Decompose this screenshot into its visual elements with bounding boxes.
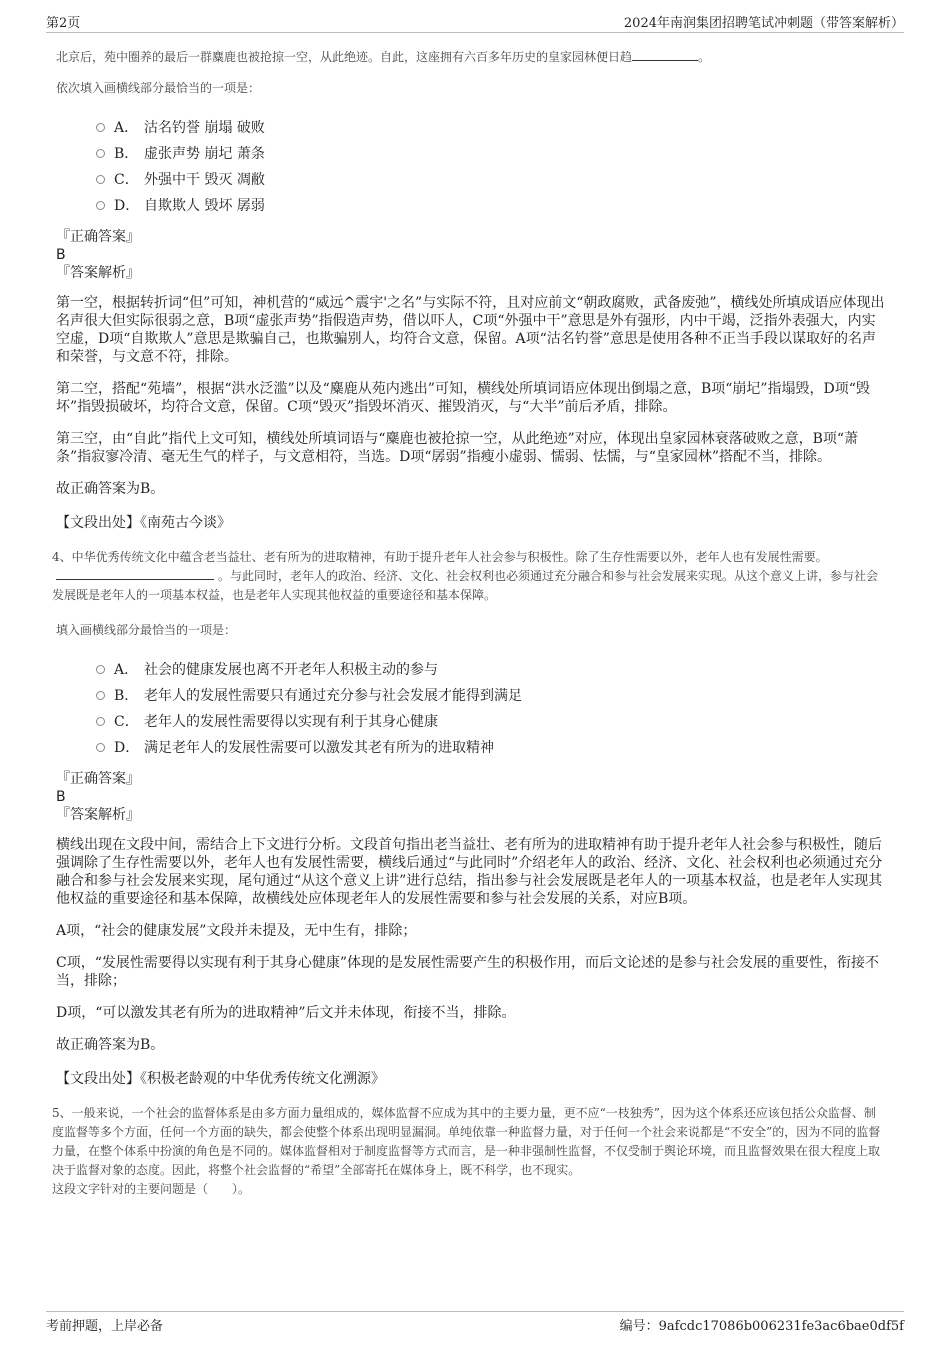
question-4-prompt: 填入画横线部分最恰当的一项是： — [56, 623, 237, 637]
question-3-options — [96, 114, 886, 218]
option-c[interactable]: C． 老年人的发展性需要得以实现有利于其身心健康 — [96, 708, 886, 734]
correct-answer: B — [56, 789, 66, 805]
question-4-options — [96, 656, 886, 760]
option-b[interactable]: B． 虚张声势 崩圮 萧条 — [96, 140, 886, 166]
analysis-paragraph: A项，“社会的健康发展”文段并未提及，无中生有，排除； — [56, 923, 417, 939]
document-id: 编号：9afcdc17086b006231fe3ac6bae0df5f — [619, 1319, 904, 1334]
analysis-paragraph: 第一空，根据转折词“但”可知，神机营的“威远^震宇'之名”与实际不符，且对应前文“朝政腐败，武备废弛”，横线处所填成语应体现出名声很大但实际很弱之意，B项“虚张声势”指假造声势，借以吓人，C项“外强中干”意思是外有强形，内中干竭，泛指外表强大，内实空虚，D项“自欺欺人”意思是欺骗自己，也欺骗别人，均符合文意，保留。A项“沽名钓誉”意思是使用各种不正当手段以谋取好的名声和荣誉，与文意不符，排除。 — [56, 295, 885, 365]
radio-icon[interactable] — [96, 665, 105, 674]
option-d[interactable]: D． 满足老年人的发展性需要可以激发其老有所为的进取精神 — [96, 734, 886, 760]
analysis-paragraph: 第三空，由“自此”指代上文可知，横线处所填词语与“麋鹿也被抢掠一空，从此绝迹”对应，体现出皇家园林衰落破败之意，B项“萧条”指寂寥冷清、毫无生气的样子，与文意相符，当选。D项“孱弱”指瘦小虚弱、懦弱、怯懦，与“皇家园林”搭配不当，排除。 — [56, 431, 859, 465]
question-5-prompt: 这段文字针对的主要问题是（ ）。 — [52, 1182, 251, 1196]
page-footer — [46, 1311, 904, 1338]
page-header — [46, 10, 904, 33]
page-number: 第2页 — [46, 16, 81, 31]
analysis-paragraph: 第二空，搭配“苑墙”，根据“洪水泛滥”以及“麋鹿从苑内逃出”可知，横线处所填词语应体现出倒塌之意，B项“崩圮”指塌毁，D项“毁坏”指毁损破坏，均符合文意，保留。C项“毁灭”指毁坏消灭、摧毁消灭，与“大半”前后矛盾，排除。 — [56, 381, 870, 415]
question-3-stem-tail: 北京后，苑中圈养的最后一群麋鹿也被抢掠一空，从此绝迹。自此，这座拥有六百多年历史的皇家园林便日趋 。 — [56, 50, 711, 64]
question-4-stem: 4、中华优秀传统文化中蕴含老当益壮、老有所为的进取精神，有助于提升老年人社会参与积极性。除了生存性需要以外，老年人也有发展性需要。。与此同时，老年人的政治、经济、文化、社会权利也必须通过充分融合和参与社会发展来实现。从这个意义上讲，参与社会发展既是老年人的一项基本权益，也是老年人实现其他权益的重要途径和基本保障。 — [52, 550, 879, 602]
radio-icon[interactable] — [96, 175, 105, 184]
question-5-stem: 5、一般来说，一个社会的监督体系是由多方面力量组成的，媒体监督不应成为其中的主要力量，更不应“一枝独秀”，因为这个体系还应该包括公众监督、制度监督等多个方面，任何一个方面的缺失，都会使整个体系出现明显漏洞。单纯依靠一种监督力量，对于任何一个社会来说都是“不安全”的，因为不同的监督力量，在整个体系中扮演的角色是不同的。媒体监督相对于制度监督等方式而言，是一种非强制性监督，不仅受制于舆论环境，而且监督效果在很大程度上取决于监督对象的态度。因此，将整个社会监督的“希望”全部寄托在媒体身上，既不科学，也不现实。 — [52, 1106, 881, 1177]
option-a[interactable]: A． 沽名钓誉 崩塌 破败 — [96, 114, 886, 140]
document-body — [52, 48, 886, 1199]
correct-answer-label: 『正确答案』 — [56, 771, 140, 787]
footer-slogan: 考前押题，上岸必备 — [46, 1319, 164, 1334]
analysis-conclusion: 故正确答案为B。 — [56, 481, 165, 497]
analysis-paragraph: C项，“发展性需要得以实现有利于其身心健康”体现的是发展性需要产生的积极作用，而后文论述的是参与社会发展的重要性，衔接不当，排除； — [56, 955, 880, 989]
correct-answer: B — [56, 247, 66, 263]
analysis-conclusion: 故正确答案为B。 — [56, 1037, 165, 1053]
fill-blank — [632, 48, 698, 61]
radio-icon[interactable] — [96, 149, 105, 158]
analysis-paragraph: 横线出现在文段中间，需结合上下文进行分析。文段首句指出老当益壮、老有所为的进取精神有助于提升老年人社会参与积极性，随后强调除了生存性需要以外，老年人也有发展性需要，横线后通过“与此同时”介绍老年人的政治、经济、文化、社会权利也必须通过充分融合和参与社会发展来实现，尾句通过“从这个意义上讲”进行总结，指出参与社会发展既是老年人的一项基本权益，也是老年人实现其他权益的重要途径和基本保障，故横线处应体现老年人的发展性需要和参与社会发展的关系，对应B项。 — [56, 837, 883, 907]
analysis-paragraph: D项，“可以激发其老有所为的进取精神”后文并未体现，衔接不当，排除。 — [56, 1005, 516, 1021]
option-a[interactable]: A． 社会的健康发展也离不开老年人积极主动的参与 — [96, 656, 886, 682]
option-c[interactable]: C． 外强中干 毁灭 凋敝 — [96, 166, 886, 192]
radio-icon[interactable] — [96, 717, 105, 726]
analysis-label: 『答案解析』 — [56, 265, 140, 281]
analysis-label: 『答案解析』 — [56, 807, 140, 823]
source-reference: 【文段出处】《南苑古今谈》 — [56, 515, 231, 531]
radio-icon[interactable] — [96, 123, 105, 132]
radio-icon[interactable] — [96, 743, 105, 752]
radio-icon[interactable] — [96, 201, 105, 210]
document-title: 2024年南润集团招聘笔试冲刺题（带答案解析） — [623, 16, 904, 31]
fill-blank — [56, 567, 214, 580]
radio-icon[interactable] — [96, 691, 105, 700]
correct-answer-label: 『正确答案』 — [56, 229, 140, 245]
option-d[interactable]: D． 自欺欺人 毁坏 孱弱 — [96, 192, 886, 218]
source-reference: 【文段出处】《积极老龄观的中华优秀传统文化溯源》 — [56, 1071, 385, 1087]
question-3-prompt: 依次填入画横线部分最恰当的一项是： — [56, 81, 261, 95]
option-b[interactable]: B． 老年人的发展性需要只有通过充分参与社会发展才能得到满足 — [96, 682, 886, 708]
